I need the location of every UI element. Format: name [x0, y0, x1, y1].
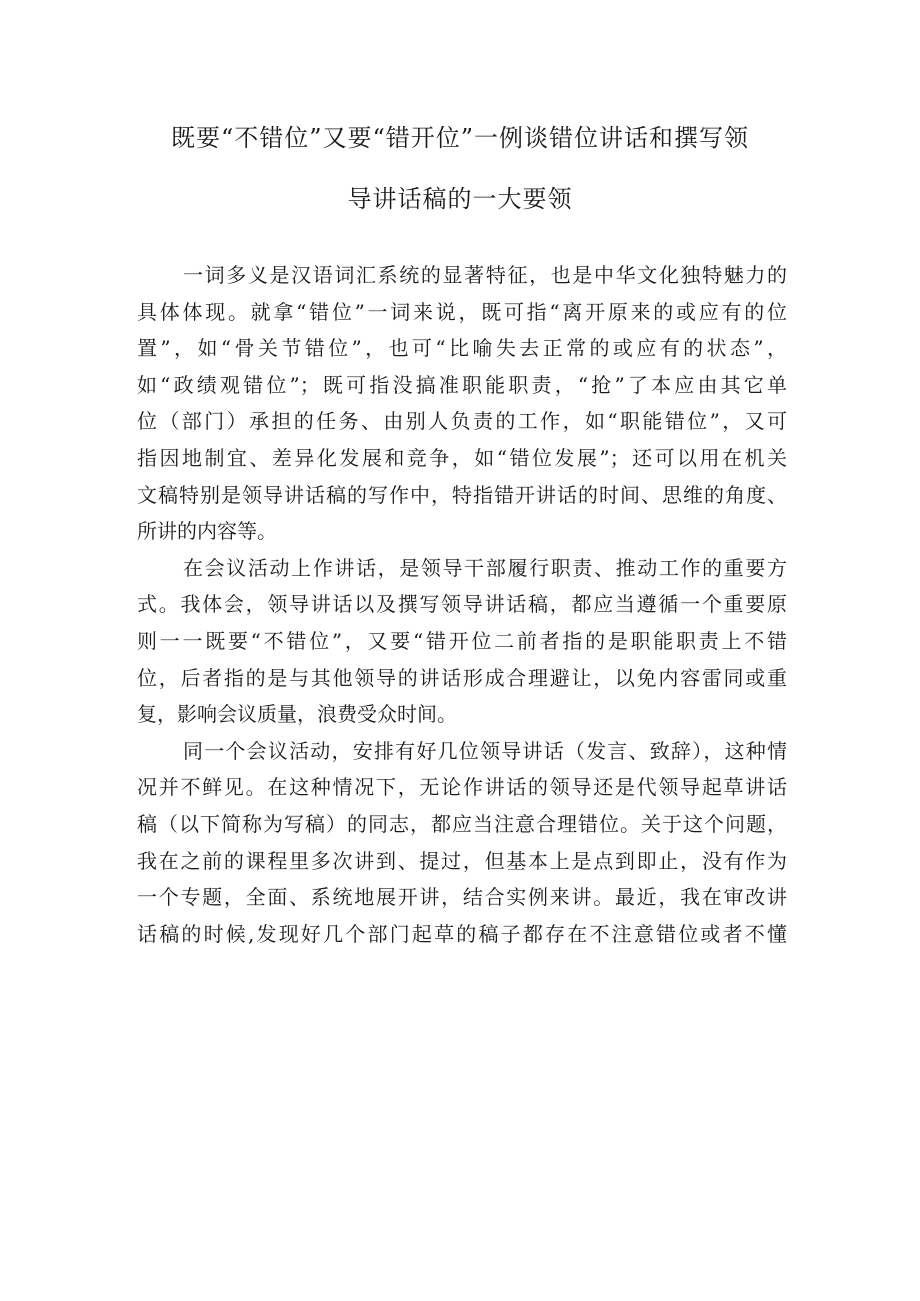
text-line: 同一个会议活动，安排有好几位领导讲话（发言、致辞），这种情 — [183, 738, 787, 763]
paragraph-2 — [137, 550, 787, 733]
text-line: 一个专题，全面、系统地展开讲，结合实例来讲。最近，我在审改讲 — [137, 885, 787, 910]
document-title-line-1: 既要“不错位”又要“错开位”一例谈错位讲话和撰写领 — [170, 124, 750, 152]
text-line: 指因地制宜、差异化发展和竞争，如“错位发展”；还可以用在机关 — [137, 445, 787, 470]
document-body — [137, 257, 787, 952]
paragraph-3 — [137, 733, 787, 953]
paragraph-1 — [137, 257, 787, 550]
document-title-line-2: 导讲话稿的一大要领 — [347, 185, 573, 213]
text-line: 所讲的内容等。 — [137, 519, 277, 544]
text-line: 复，影响会议质量，浪费受众时间。 — [137, 702, 457, 727]
text-line: 置”，如“骨关节错位”，也可“比喻失去正常的或应有的状态”， — [137, 336, 787, 361]
text-line: 位（部门）承担的任务、由别人负责的工作，如“职能错位”，又可 — [137, 409, 787, 434]
text-line: 话稿的时候,发现好几个部门起草的稿子都存在不注意错位或者不懂 — [137, 921, 787, 946]
text-line: 则一一既要“不错位”，又要“错开位二前者指的是职能职责上不错 — [137, 628, 787, 653]
text-line: 我在之前的课程里多次讲到、提过，但基本上是点到即止，没有作为 — [137, 848, 787, 873]
text-line: 具体体现。就拿“错位”一词来说，既可指“离开原来的或应有的位 — [137, 299, 787, 324]
text-line: 况并不鲜见。在这种情况下，无论作讲话的领导还是代领导起草讲话 — [137, 775, 787, 800]
text-line: 一词多义是汉语词汇系统的显著特征，也是中华文化独特魅力的 — [183, 263, 787, 287]
text-line: 稿（以下简称为写稿）的同志，都应当注意合理错位。关于这个问题， — [137, 811, 787, 836]
text-line: 如“政绩观错位”；既可指没搞准职能职责，“抢”了本应由其它单 — [137, 372, 787, 397]
text-line: 文稿特别是领导讲话稿的写作中，特指错开讲话的时间、思维的角度、 — [137, 482, 787, 507]
text-line: 位，后者指的是与其他领导的讲话形成合理避让，以免内容雷同或重 — [137, 665, 787, 690]
text-line: 在会议活动上作讲话，是领导干部履行职责、推动工作的重要方 — [183, 555, 787, 580]
text-line: 式。我体会，领导讲话以及撰写领导讲话稿，都应当遵循一个重要原 — [137, 592, 787, 617]
